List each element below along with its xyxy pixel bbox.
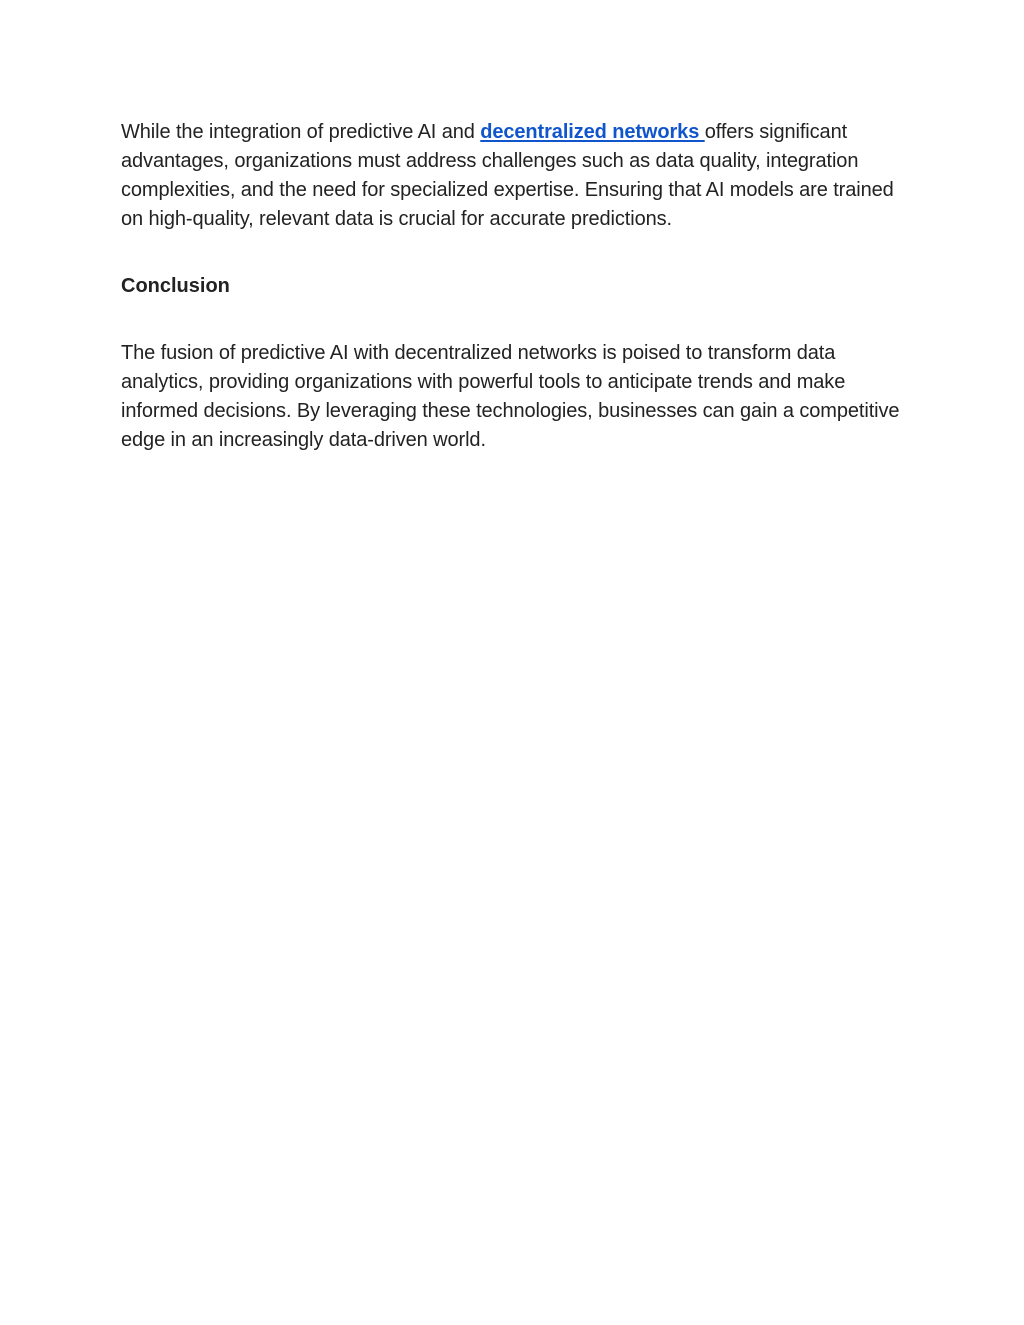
conclusion-heading: Conclusion	[121, 275, 230, 297]
intro-paragraph	[121, 118, 911, 234]
document-page	[121, 118, 911, 455]
conclusion-paragraph: The fusion of predictive AI with decentralized networks is poised to transform data analytics, providing organizations with powerful tools to anticipate trends and make informed decisions. By leveraging these technologies, businesses can gain a competitive edge in an increasingly data-driven world.	[121, 342, 900, 451]
decentralized-networks-link[interactable]: decentralized networks	[480, 121, 705, 143]
paragraph-text-before-link: While the integration of predictive AI and	[121, 121, 481, 143]
paragraph-text-after-link: offers significant advantages, organizations must address challenges such as data quality, integration complexities, and the need for specialized expertise. Ensuring that AI models are trained on high-quality, relevant data is crucial for accurate predictions.	[121, 121, 894, 230]
